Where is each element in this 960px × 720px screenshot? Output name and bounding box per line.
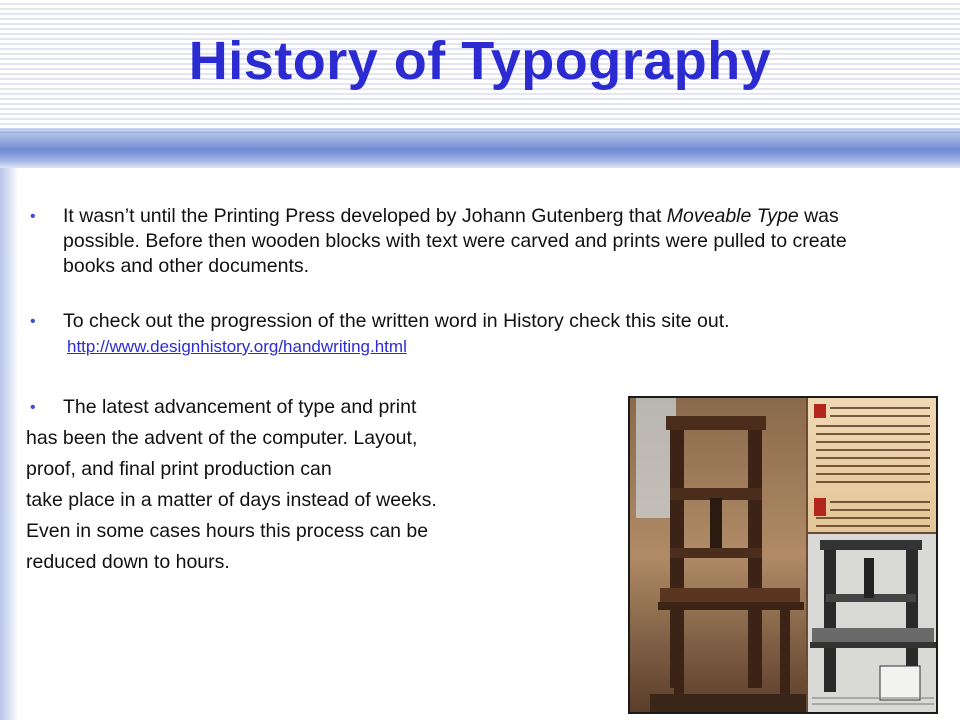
paragraph-line-2: proof, and final print production can xyxy=(26,458,332,480)
bullet-1-italic-term: Moveable Type xyxy=(666,205,799,227)
bullet-3-text: The latest advancement of type and print xyxy=(63,396,417,418)
paragraph-line-1: has been the advent of the computer. Layout, xyxy=(26,427,418,449)
printing-press-illustration xyxy=(630,398,936,712)
bullet-dot: • xyxy=(30,208,36,225)
left-edge-shade xyxy=(0,168,18,720)
designhistory-link[interactable]: http://www.designhistory.org/handwriting.html xyxy=(67,337,407,356)
bullet-2-text xyxy=(63,309,850,359)
bullet-1-text xyxy=(63,204,850,279)
bullet-dot: • xyxy=(30,399,36,416)
paragraph-line-5: reduced down to hours. xyxy=(26,551,230,573)
bullet-dot: • xyxy=(30,313,36,330)
printing-press-image xyxy=(628,396,938,714)
bullet-2-label: To check out the progression of the written word in History check this site out. xyxy=(63,310,730,332)
paragraph-line-4: Even in some cases hours this process can be xyxy=(26,520,429,542)
slide-title: History of Typography xyxy=(188,31,772,91)
paragraph-line-3: take place in a matter of days instead of weeks. xyxy=(26,489,437,511)
bullet-2 xyxy=(30,309,850,363)
bullet-1-part-3: was possible. Before then wooden blocks with text were carved and prints were pulled to create books and other documents. xyxy=(63,205,847,277)
bullet-1 xyxy=(30,204,850,284)
bullet-1-part-1: It wasn’t until the Printing Press developed by Johann Gutenberg that xyxy=(63,205,667,227)
header-divider xyxy=(0,128,960,168)
